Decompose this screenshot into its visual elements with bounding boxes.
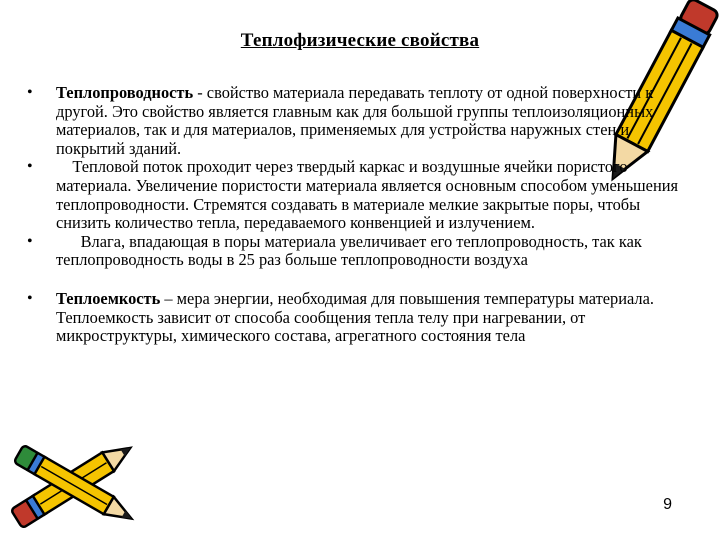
paragraph-text: Тепловой поток проходит через твердый каркас и воздушные ячейки пористого материала. Увеличение пористости материала является основным способом уменьшения теплопроводности. Стремятся создавать в материале мелкие закрытые поры, чтобы снизить количество тепла, передаваемого конвенцией и излучением. (56, 157, 683, 233)
bullet-icon: • (27, 289, 33, 307)
bullet-item-moisture (22, 233, 690, 270)
term-heading: Теплоемкость (56, 288, 161, 308)
term-heading: Теплопроводность (56, 83, 194, 102)
bullet-item-heat-capacity (22, 290, 690, 346)
slide-title: Теплофизические свойства (240, 30, 480, 51)
term-definition: – мера энергии, необходимая для повышения температуры материала. Теплоемкость зависит от способа сообщения тепла телу при нагревании, от микроструктуры, химического состава, агрегатного состояния тела (56, 288, 654, 346)
bullet-icon: • (27, 84, 33, 101)
term-definition: - свойство материала передавать теплоту от одной поверхности к другой. Это свойство является главным как для большой группы теплоизоляционных материалов, так и для материалов, применяемых для устройства наружных стен и покрытий зданий. (56, 83, 654, 158)
bullet-item-heat-flow (22, 158, 690, 232)
crossed-pencils-icon (0, 432, 150, 540)
paragraph-text: Влага, впадающая в поры материала увеличивает его теплопроводность, так как теплопроводность воды в 25 раз больше теплопроводности воздуха (56, 231, 646, 270)
page-number: 9 (663, 496, 672, 513)
bullet-icon: • (27, 158, 33, 176)
bullet-item-thermal-conductivity (22, 84, 690, 158)
bullet-icon: • (27, 232, 33, 250)
bullet-list (22, 84, 690, 346)
